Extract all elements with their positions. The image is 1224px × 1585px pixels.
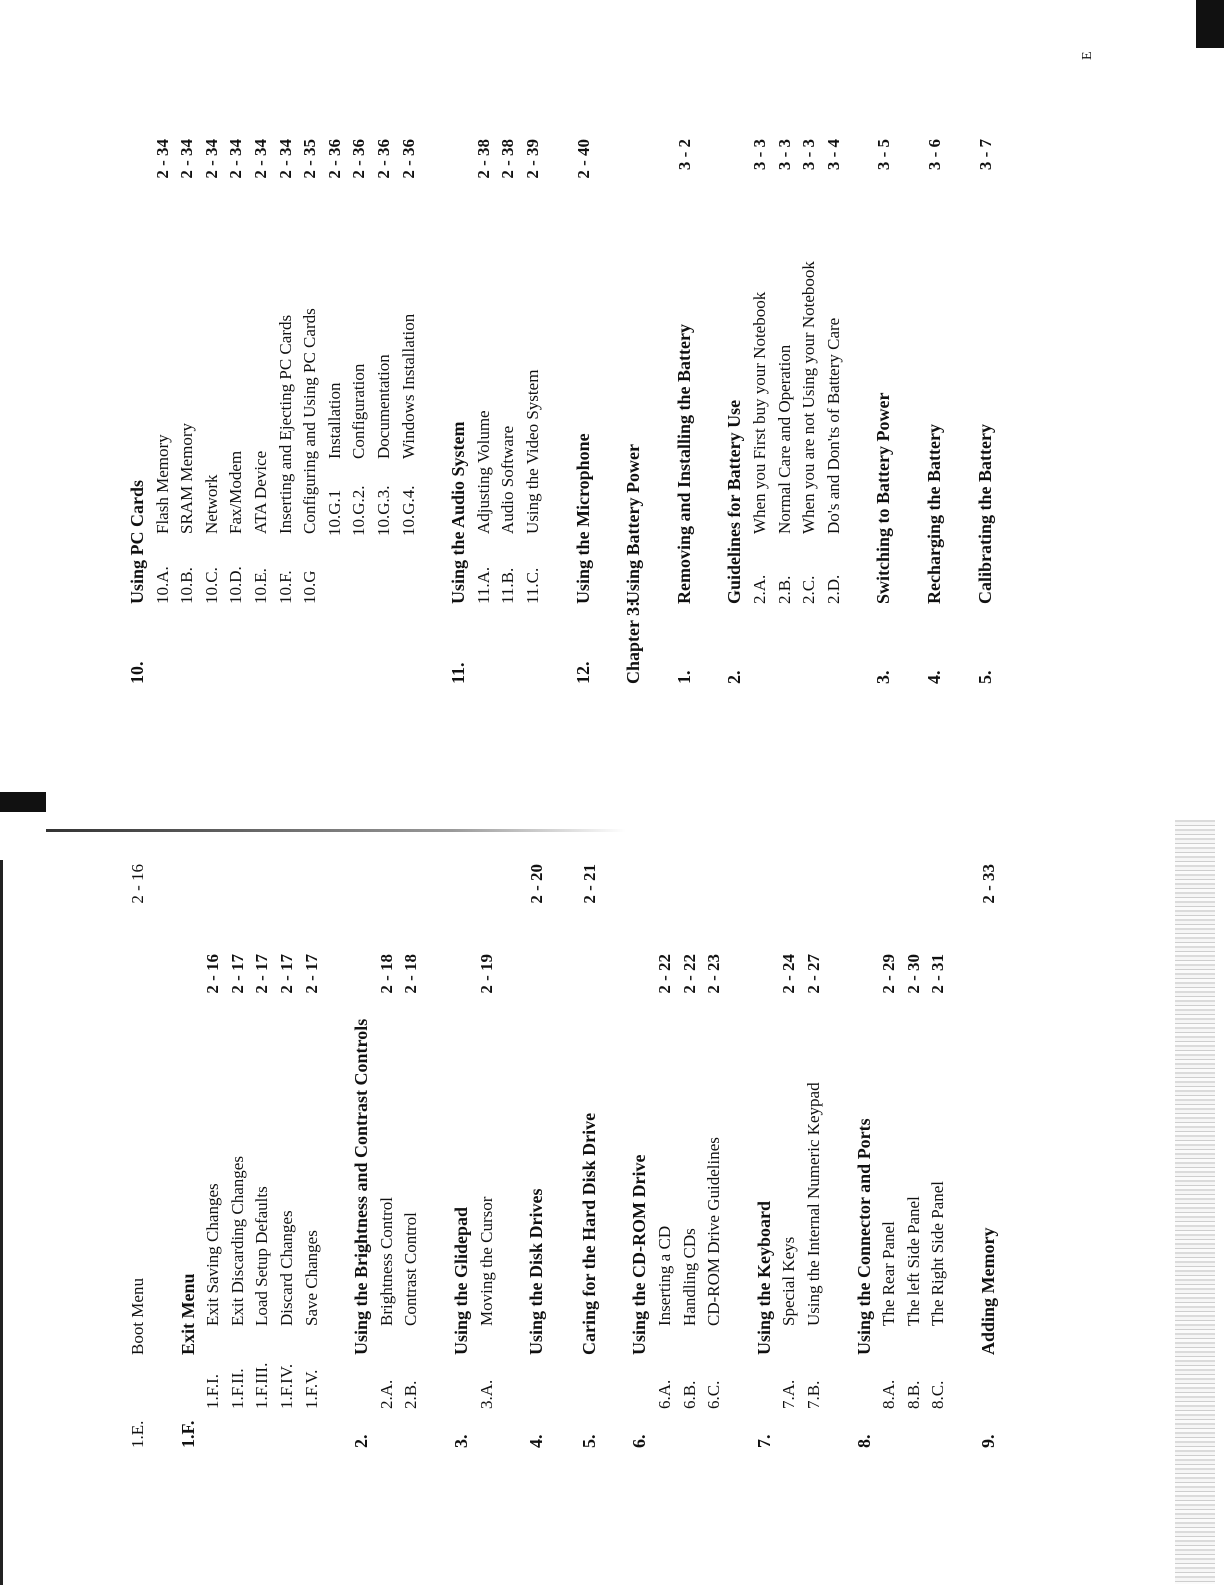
- toc-subentry-page: 2 - 27: [804, 954, 823, 994]
- toc-subentry-number: 7.A.: [779, 1379, 799, 1409]
- toc-subentry-page: 2 - 38: [473, 139, 493, 179]
- page-marker: E: [1080, 51, 1095, 60]
- toc-subentry-title: Installation: [324, 382, 344, 459]
- toc-subentry-number: 1.F.V.: [301, 1369, 321, 1409]
- toc-subentry-page: 2 - 39: [523, 139, 542, 179]
- toc-entry-number: 3.: [873, 670, 894, 684]
- toc-entry-title: Using the Connector and Ports: [853, 1118, 874, 1355]
- toc-subentry-number: 6.A.: [655, 1379, 674, 1409]
- toc-subentry-title: Save Changes: [301, 1230, 321, 1326]
- toc-subentry-number: 11.A.: [473, 566, 493, 604]
- toc-subentry-title: Configuration: [349, 363, 369, 459]
- toc-subentry-number: 8.C.: [928, 1380, 948, 1409]
- toc-subentry-page: 2 - 31: [928, 954, 948, 994]
- toc-subentry-number: 7.B.: [804, 1380, 823, 1409]
- toc-entry-title: Using PC Cards: [127, 479, 147, 604]
- toc-entry-title: Using the Microphone: [572, 433, 593, 604]
- toc-subentry-title: The left Side Panel: [903, 1196, 923, 1326]
- toc-entry-title: Using the Disk Drives: [526, 1188, 547, 1355]
- toc-entry-number: 10.: [127, 661, 147, 684]
- toc-subentry-page: 2 - 36: [324, 139, 344, 179]
- toc-entry-number: 6.: [629, 1434, 650, 1448]
- toc-entry-title: Removing and Installing the Battery: [673, 323, 694, 604]
- toc-subentry-page: 2 - 18: [376, 954, 396, 994]
- toc-entry-number: 12.: [572, 661, 593, 684]
- toc-entry-number: 8.: [853, 1434, 874, 1448]
- toc-subentry-page: 2 - 36: [349, 139, 369, 179]
- toc-subentry-title: Flash Memory: [152, 434, 172, 534]
- toc-subentry-number: 2.A.: [750, 574, 769, 604]
- toc-subentry-number: 2.B.: [401, 1380, 421, 1409]
- toc-subentry-title: Using the Internal Numeric Keypad: [804, 1082, 823, 1326]
- toc-entry-number: 2.: [724, 670, 745, 684]
- toc-subentry-number: 10.G.1: [324, 489, 344, 536]
- toc-subentry-page: 2 - 34: [226, 139, 246, 179]
- toc-entry-number: 7.: [753, 1434, 774, 1448]
- toc-subentry-title: Special Keys: [779, 1236, 799, 1326]
- toc-subentry-title: Audio Software: [498, 425, 518, 534]
- toc-subentry-title: The Rear Panel: [879, 1221, 899, 1326]
- toc-subentry-page: 2 - 17: [227, 954, 247, 994]
- toc-subentry-number: 6.B.: [679, 1380, 699, 1409]
- toc-subentry-number: 10.G.4.: [398, 485, 418, 536]
- toc-entry-number: 1.E.: [128, 1420, 147, 1448]
- toc-subentry-title: Windows Installation: [398, 313, 418, 459]
- toc-subentry-page: 2 - 34: [275, 139, 295, 179]
- toc-entry-number: 11.: [448, 662, 469, 684]
- toc-entry-title: Using the Audio System: [448, 421, 469, 604]
- toc-subentry-number: 10.F.: [275, 570, 295, 604]
- toc-entry-title: Adding Memory: [978, 1227, 998, 1355]
- toc-subentry-number: 10.G.3.: [374, 485, 393, 536]
- toc-subentry-number: 10.G: [300, 570, 320, 604]
- toc-subentry-page: 2 - 35: [300, 139, 320, 179]
- toc-subentry-title: Adjusting Volume: [473, 410, 493, 534]
- toc-subentry-title: CD-ROM Drive Guidelines: [704, 1137, 724, 1326]
- toc-subentry-page: 3 - 3: [750, 139, 769, 171]
- toc-entry-page: 2 - 33: [979, 864, 998, 904]
- toc-subentry-page: 2 - 22: [679, 954, 699, 994]
- toc-entry-page: 3 - 5: [874, 139, 894, 171]
- toc-subentry-page: 2 - 23: [704, 954, 724, 994]
- toc-subentry-number: 10.G.2.: [349, 485, 369, 536]
- toc-subentry-title: Exit Discarding Changes: [227, 1156, 247, 1326]
- toc-subentry-number: 2.D.: [823, 574, 843, 604]
- toc-subentry-page: 2 - 22: [655, 954, 674, 994]
- toc-entry-page: 3 - 6: [925, 139, 944, 171]
- toc-subentry-title: Network: [201, 474, 221, 534]
- toc-subentry-page: 3 - 4: [823, 139, 843, 171]
- toc-subentry-number: 10.C.: [201, 567, 221, 604]
- toc-subentry-number: 11.B.: [498, 567, 518, 604]
- toc-subentry-page: 3 - 3: [774, 139, 794, 171]
- toc-subentry-page: 2 - 34: [201, 139, 221, 179]
- toc-subentry-page: 2 - 29: [879, 954, 899, 994]
- toc-subentry-page: 2 - 30: [903, 954, 923, 994]
- toc-subentry-title: Brightness Control: [376, 1197, 396, 1326]
- toc-subentry-page: 2 - 19: [476, 954, 496, 994]
- toc-subentry-number: 2.B.: [774, 575, 794, 604]
- toc-subentry-page: 2 - 34: [251, 139, 270, 179]
- toc-subentry-number: 10.D.: [226, 566, 246, 604]
- toc-entry-title: Exit Menu: [177, 1273, 198, 1355]
- toc-subentry-number: 8.B.: [903, 1380, 923, 1409]
- toc-subentry-number: 11.C.: [523, 567, 542, 604]
- toc-subentry-title: The Right Side Panel: [928, 1181, 948, 1326]
- toc-subentry-number: 3.A.: [476, 1379, 496, 1409]
- toc-entry-title: Boot Menu: [128, 1278, 147, 1355]
- toc-entry-title: Caring for the Hard Disk Drive: [578, 1112, 599, 1355]
- toc-entry-number: 3.: [451, 1434, 471, 1448]
- toc-subentry-page: 2 - 17: [252, 954, 272, 994]
- toc-subentry-title: Exit Saving Changes: [203, 1183, 223, 1326]
- toc-subentry-title: Fax/Modem: [226, 450, 246, 534]
- toc-entry-title: Using the Keyboard: [753, 1200, 774, 1355]
- toc-subentry-page: 2 - 18: [401, 954, 421, 994]
- toc-subentry-number: 1.F.III.: [252, 1362, 272, 1409]
- toc-subentry-number: 6.C.: [704, 1380, 724, 1409]
- toc-entry-number: 5.: [578, 1434, 599, 1448]
- toc-subentry-title: SRAM Memory: [177, 423, 197, 534]
- toc-subentry-page: 2 - 17: [277, 954, 296, 994]
- toc-subentry-page: 2 - 38: [498, 139, 518, 179]
- toc-subentry-title: Inserting a CD: [655, 1225, 674, 1326]
- toc-subentry-title: When you First buy your Notebook: [750, 291, 769, 534]
- toc-entry-page: 2 - 16: [128, 864, 147, 904]
- toc-subentry-title: Inserting and Ejecting PC Cards: [275, 314, 295, 534]
- toc-entry-title: Recharging the Battery: [924, 424, 944, 604]
- toc-entry-page: 3 - 7: [975, 139, 995, 171]
- toc-subentry-page: 2 - 24: [779, 954, 799, 994]
- toc-entry-title: Calibrating the Battery: [974, 424, 995, 604]
- toc-entry-title: Using the CD-ROM Drive: [629, 1154, 650, 1355]
- toc-subentry-page: 2 - 36: [398, 139, 418, 179]
- toc-subentry-title: Documentation: [374, 354, 393, 459]
- toc-entry-title: Switching to Battery Power: [873, 392, 894, 604]
- toc-subentry-page: 2 - 16: [203, 954, 223, 994]
- toc-subentry-title: When you are not Using your Notebook: [799, 261, 819, 534]
- toc-subentry-title: Do's and Don'ts of Battery Care: [823, 317, 843, 534]
- toc-subentry-page: 2 - 17: [301, 954, 321, 994]
- toc-subentry-number: 10.B.: [177, 567, 197, 604]
- toc-subentry-number: 2.A.: [376, 1379, 396, 1409]
- toc-subentry-title: Moving the Cursor: [476, 1196, 496, 1326]
- toc-subentry-number: 1.F.IV.: [277, 1363, 296, 1409]
- toc-entry-number: 5.: [974, 670, 995, 684]
- toc-entry-number: Chapter 3:: [623, 600, 644, 684]
- toc-subentry-title: Configuring and Using PC Cards: [300, 308, 320, 534]
- toc-subentry-title: Handling CDs: [679, 1228, 699, 1326]
- toc-subentry-page: 3 - 3: [799, 139, 819, 171]
- toc-entry-number: 1.: [673, 670, 694, 684]
- toc-entry-page: 2 - 21: [579, 864, 599, 904]
- toc-entry-number: 9.: [978, 1434, 998, 1448]
- toc-entry-number: 4.: [924, 670, 944, 684]
- toc-subentry-title: Discard Changes: [277, 1210, 296, 1326]
- toc-entry-title: Using Battery Power: [623, 444, 644, 604]
- toc-subentry-title: Contrast Control: [401, 1212, 421, 1326]
- toc-entry-title: Using the Glidepad: [451, 1206, 471, 1355]
- toc-entry-page: 3 - 2: [674, 139, 694, 171]
- toc-subentry-title: Load Setup Defaults: [252, 1186, 272, 1326]
- toc-entry-number: 4.: [526, 1434, 547, 1448]
- toc-entry-title: Using the Brightness and Contrast Controls: [351, 1018, 372, 1355]
- toc-entry-page: 2 - 20: [527, 864, 547, 904]
- toc-subentry-number: 10.E.: [251, 568, 270, 604]
- toc-subentry-number: 10.A.: [152, 566, 172, 604]
- toc-subentry-page: 2 - 36: [374, 139, 393, 179]
- toc-entry-number: 2.: [351, 1434, 372, 1448]
- toc-subentry-number: 1.F.II.: [227, 1368, 247, 1409]
- toc-subentry-page: 2 - 34: [152, 139, 172, 179]
- toc-subentry-title: Normal Care and Operation: [774, 344, 794, 534]
- toc-entry-number: 1.F.: [177, 1420, 198, 1448]
- toc-subentry-number: 8.A.: [879, 1379, 899, 1409]
- toc-subentry-title: Using the Video System: [523, 369, 542, 534]
- toc-subentry-number: 1.F.I.: [203, 1373, 223, 1409]
- toc-subentry-title: ATA Device: [251, 450, 270, 534]
- toc-entry-title: Guidelines for Battery Use: [724, 399, 745, 604]
- toc-entry-page: 2 - 40: [573, 139, 593, 179]
- toc-subentry-number: 2.C.: [799, 575, 819, 604]
- toc-subentry-page: 2 - 34: [177, 139, 197, 179]
